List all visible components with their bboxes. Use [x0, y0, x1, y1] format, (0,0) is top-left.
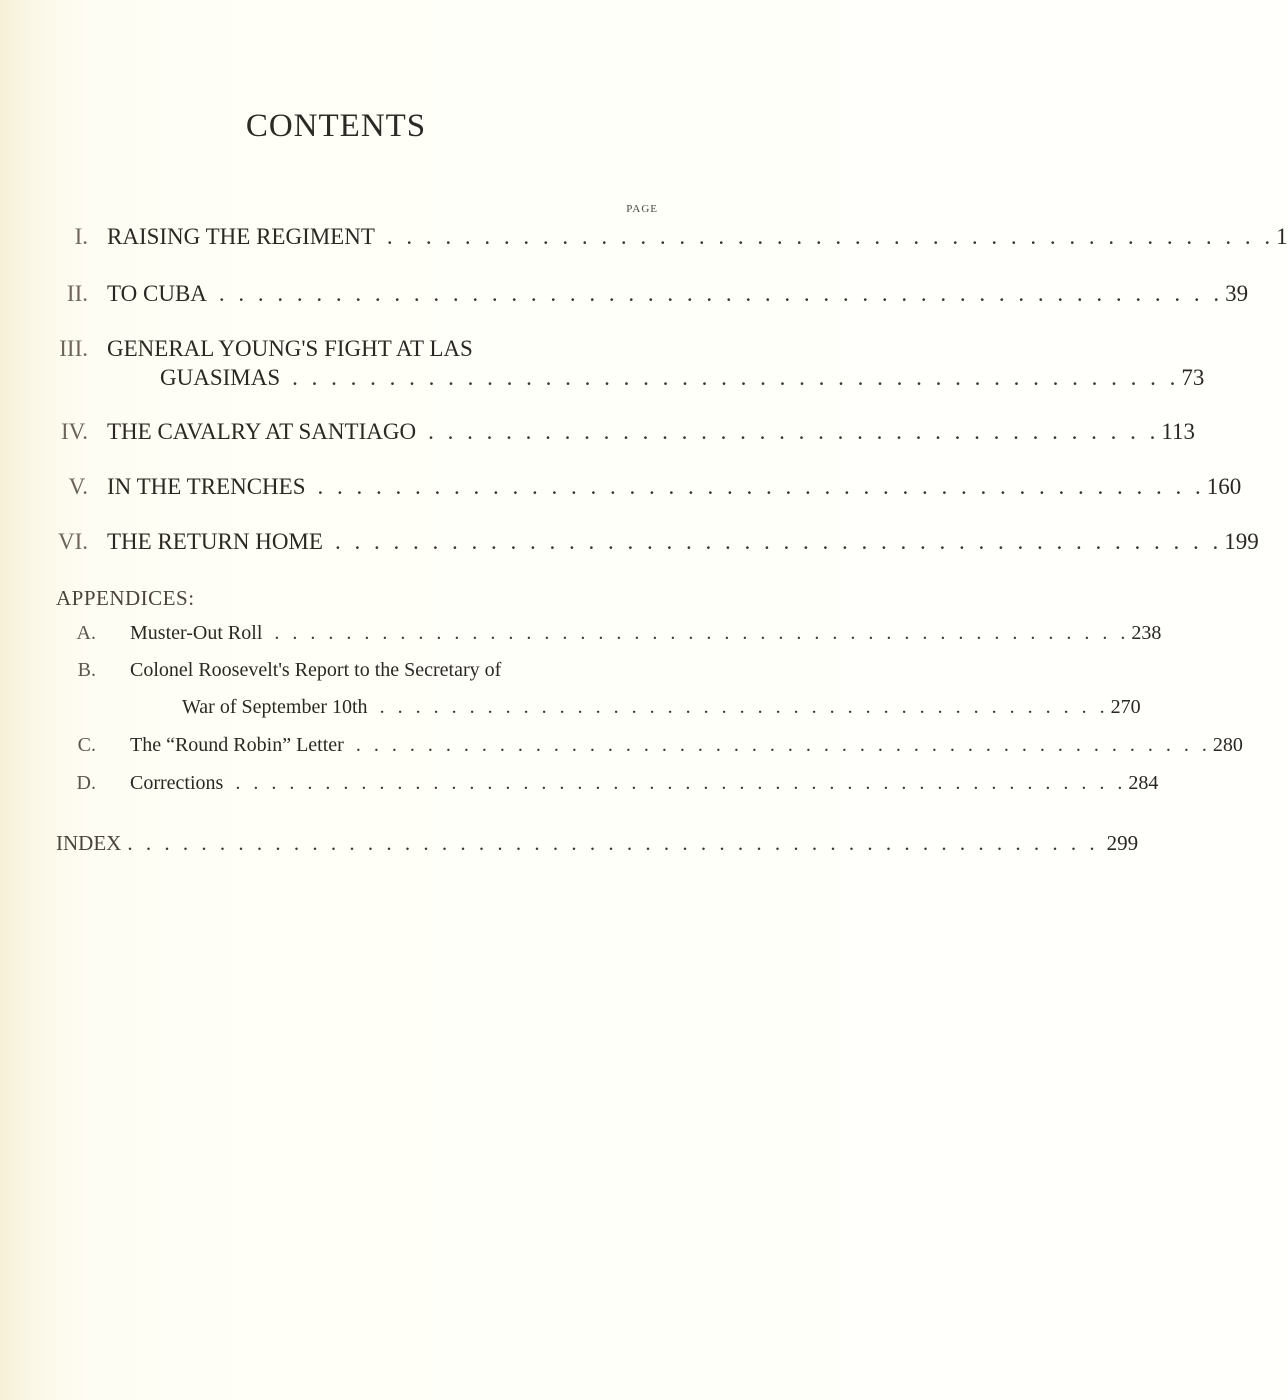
chapter-title: IN THE TRENCHES	[107, 474, 306, 499]
appendix-line	[130, 622, 1162, 645]
chapter-title: THE RETURN HOME	[107, 529, 323, 554]
page-title: CONTENTS	[245, 108, 427, 144]
appendix-title: The “Round Robin” Letter	[130, 734, 344, 756]
index-title: INDEX	[56, 831, 122, 855]
chapter-line	[160, 365, 1205, 391]
chapter-numeral: VI.	[57, 529, 88, 554]
appendix-line	[130, 734, 1243, 757]
chapter-numeral: III.	[59, 336, 88, 361]
chapter-title: THE CAVALRY AT SANTIAGO	[107, 419, 417, 444]
appendix-page-number: 270	[1110, 696, 1141, 718]
chapter-line	[107, 281, 1249, 307]
chapter-page-number: 1	[1276, 224, 1288, 249]
appendix-line	[130, 772, 1159, 795]
appendix-title: Muster-Out Roll	[130, 622, 263, 644]
appendix-page-number: 280	[1212, 734, 1243, 756]
chapter-line	[107, 224, 1288, 250]
dot-leader: . . . . . . . . . . . . . . . . . . . . . . . . . . . . . . . . . . . . . . . . . . . . . . . .	[274, 622, 1130, 644]
chapter-page-number: 160	[1206, 474, 1242, 499]
appendix-title-line-2: War of September 10th	[182, 696, 368, 718]
appendix-title: Corrections	[130, 772, 224, 794]
appendix-page-number: 238	[1131, 622, 1162, 644]
chapter-title: TO CUBA	[107, 281, 207, 306]
dot-leader: . . . . . . . . . . . . . . . . . . . . . . . . . . . . . . . . . . . . . . . . . . . . . .	[292, 365, 1180, 390]
chapter-numeral: II.	[66, 281, 88, 306]
chapter-title-line-1: GENERAL YOUNG'S FIGHT AT LAS	[107, 336, 473, 361]
chapter-line	[107, 474, 1242, 500]
chapter-page-number: 73	[1181, 365, 1205, 390]
appendices-heading: APPENDICES:	[56, 586, 195, 610]
chapter-numeral: I.	[74, 224, 88, 249]
page-column-label: PAGE	[626, 203, 658, 215]
chapter-page-number: 199	[1224, 529, 1259, 554]
chapter-line	[107, 529, 1259, 555]
chapter-numeral: IV.	[60, 419, 88, 444]
chapter-page-number: 113	[1161, 419, 1195, 444]
appendix-line	[182, 696, 1141, 719]
dot-leader: . . . . . . . . . . . . . . . . . . . . . . . . . . . . . . . . . . . . . . . . . . . . . . . .	[355, 734, 1211, 756]
appendix-page-number: 284	[1128, 772, 1159, 794]
dot-leader: . . . . . . . . . . . . . . . . . . . . . . . . . . . . . . . . . . . . . . . . . . . . . . . . . . . . .	[127, 831, 1099, 855]
appendix-letter: B.	[77, 659, 96, 681]
chapter-page-number: 39	[1225, 281, 1249, 306]
chapter-line	[107, 419, 1195, 445]
appendix-letter: C.	[77, 734, 96, 756]
dot-leader: . . . . . . . . . . . . . . . . . . . . . . . . . . . . . . . . . . . . . . . . .	[379, 696, 1109, 718]
index-page-number: 299	[1106, 831, 1139, 855]
dot-leader: . . . . . . . . . . . . . . . . . . . . . . . . . . . . . . . . . . . . . . . . . . . . . . . . . .	[235, 772, 1127, 794]
dot-leader: . . . . . . . . . . . . . . . . . . . . . . . . . . . . . . . . . . . . . . . . . . . . . .	[386, 224, 1275, 249]
appendix-letter: D.	[76, 772, 96, 794]
dot-leader: . . . . . . . . . . . . . . . . . . . . . . . . . . . . . . . . . . . . . .	[428, 419, 1160, 444]
chapter-numeral: V.	[68, 474, 88, 499]
appendix-letter: A.	[76, 622, 96, 644]
dot-leader: . . . . . . . . . . . . . . . . . . . . . . . . . . . . . . . . . . . . . . . . . . . . . .	[317, 474, 1205, 499]
chapter-title: RAISING THE REGIMENT	[107, 224, 375, 249]
chapter-title-line-2: GUASIMAS	[160, 365, 281, 390]
dot-leader: . . . . . . . . . . . . . . . . . . . . . . . . . . . . . . . . . . . . . . . . . . . . . .	[334, 529, 1223, 554]
index-line	[56, 831, 1139, 856]
dot-leader: . . . . . . . . . . . . . . . . . . . . . . . . . . . . . . . . . . . . . . . . . . . . . . . . . . . .	[218, 281, 1224, 306]
appendix-title-line-1: Colonel Roosevelt's Report to the Secretary of	[130, 659, 502, 681]
